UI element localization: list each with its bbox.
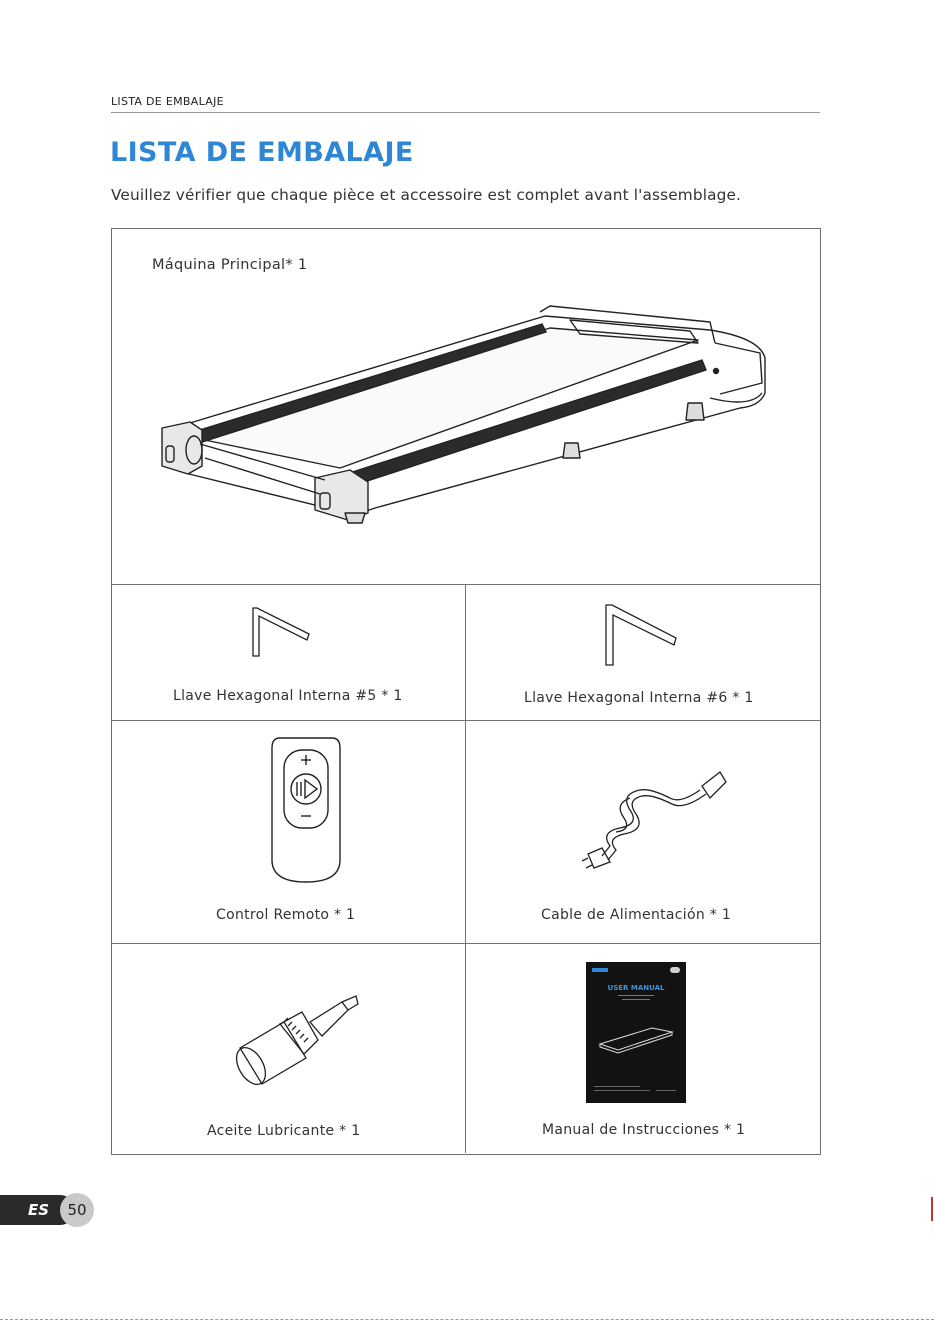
power-cable-illustration (580, 768, 730, 870)
lubricant-oil-illustration (232, 992, 364, 1088)
header-divider (111, 112, 820, 113)
treadmill-illustration (150, 298, 780, 530)
oil-caption: Aceite Lubricante * 1 (207, 1123, 361, 1139)
cover-text-line (594, 1090, 650, 1091)
remote-control-illustration (270, 736, 342, 884)
section-label: LISTA DE EMBALAJE (111, 95, 224, 108)
page-title: LISTA DE EMBALAJE (110, 137, 414, 168)
cover-text-line (622, 999, 650, 1000)
hex-key-5-caption: Llave Hexagonal Interna #5 * 1 (173, 688, 403, 704)
bottom-dotted-line (0, 1319, 934, 1321)
language-label: ES (28, 1201, 50, 1219)
hex-key-5-illustration (245, 604, 315, 660)
column-divider (465, 584, 466, 1153)
manual-booklet-illustration (586, 962, 686, 1103)
cover-text-line (594, 1086, 640, 1087)
manual-cover-title: USER MANUAL (607, 984, 665, 992)
remote-caption: Control Remoto * 1 (216, 907, 356, 923)
power-cable-caption: Cable de Alimentación * 1 (541, 907, 732, 923)
hex-key-6-illustration (600, 601, 680, 669)
manual-caption: Manual de Instrucciones * 1 (542, 1122, 746, 1138)
brand-logo (592, 968, 608, 972)
page-number: 50 (67, 1201, 87, 1219)
cover-text-line (618, 995, 654, 996)
intro-text: Veuillez vérifier que chaque pièce et accessoire est complet avant l'assemblage. (111, 186, 742, 204)
badge-icon (670, 967, 680, 973)
treadmill-thumbnail (596, 1022, 676, 1054)
edge-marker (931, 1197, 933, 1221)
cover-text-line (656, 1090, 676, 1091)
main-machine-caption: Máquina Principal* 1 (152, 257, 308, 273)
hex-key-6-caption: Llave Hexagonal Interna #6 * 1 (524, 690, 754, 706)
